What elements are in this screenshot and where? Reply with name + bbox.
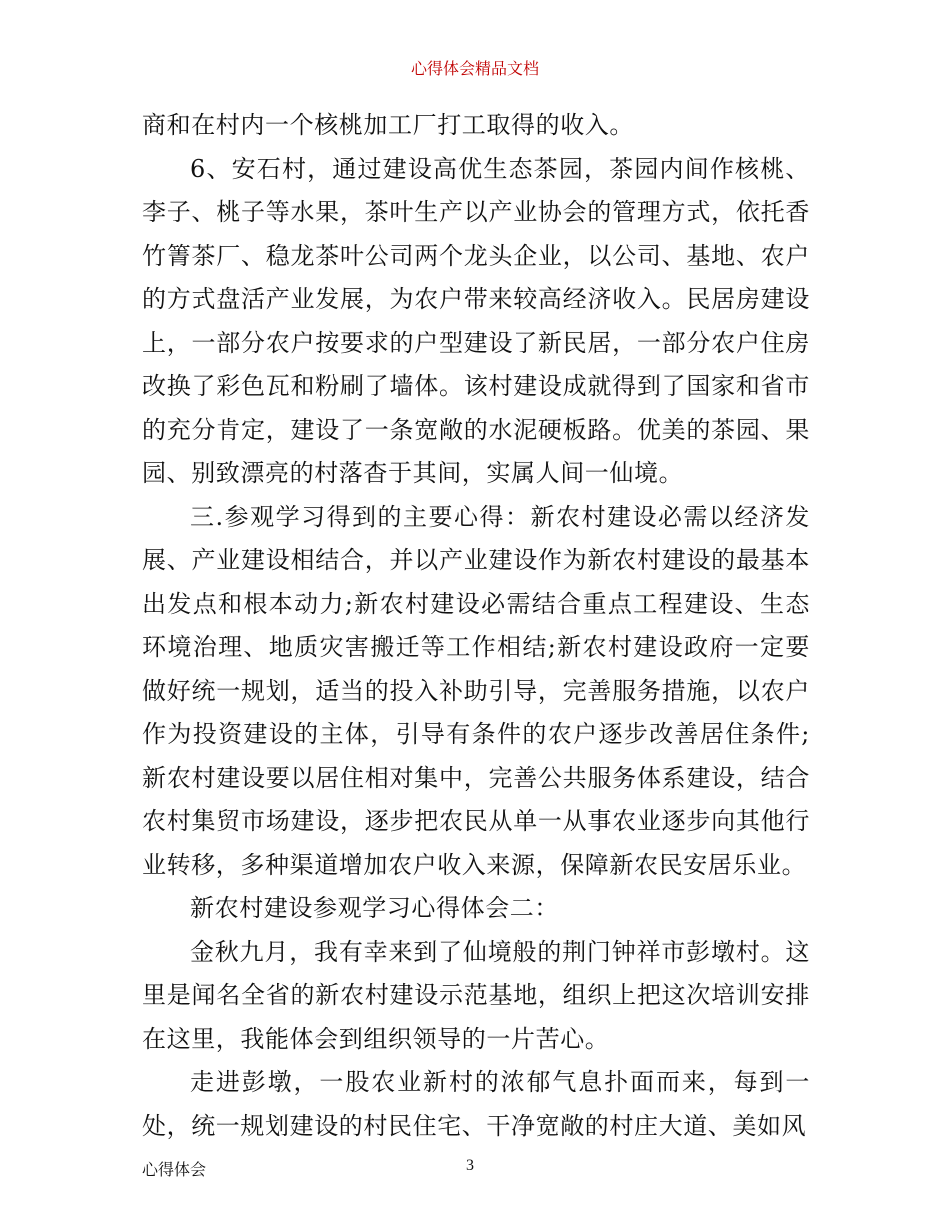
section-heading-part-two: 新农村建设参观学习心得体会二： xyxy=(190,894,559,922)
paragraph-anshi-village: 6、安石村，通过建设高优生态茶园，茶园内间作核桃、李子、桃子等水果，茶叶生产以产业协会的管理方式，依托香竹箐茶厂、稳龙茶叶公司两个龙头企业，以公司、基地、农户的方式盘活产业发展，为农户带来较高经济收入。民居房建设上，一部分农户按要求的户型建设了新民居，一部分农户住房改换了彩色瓦和粉刷了墙体。该村建设成就得到了国家和省市的充分肯定，建设了一条宽敞的水泥硬板路。优美的茶园、果园、别致漂亮的村落杳于其间，实属人间一仙境。 xyxy=(142,154,810,487)
paragraph-pengdun-walk: 走进彭墩，一股农业新村的浓郁气息扑面而来，每到一处，统一规划建设的村民住宅、干净宽敞的村庄大道、美如风 xyxy=(142,1068,810,1140)
document-body xyxy=(142,104,810,1148)
paragraph-main-insights: 三.参观学习得到的主要心得：新农村建设必需以经济发展、产业建设相结合，并以产业建设作为新农村建设的最基本出发点和根本动力;新农村建设必需结合重点工程建设、生态环境治理、地质灾害搬迁等工作相结;新农村建设政府一定要做好统一规划，适当的投入补助引导，完善服务措施，以农户作为投资建设的主体，引导有条件的农户逐步改善居住条件;新农村建设要以居住相对集中，完善公共服务体系建设，结合农村集贸市场建设，逐步把农民从单一从事农业逐步向其他行业转移，多种渠道增加农户收入来源，保障新农民安居乐业。 xyxy=(142,502,810,879)
document-header-title: 心得体会精品文档 xyxy=(410,59,539,78)
footer-label: 心得体会 xyxy=(142,1160,207,1179)
paragraph-continuation: 商和在村内一个核桃加工厂打工取得的收入。 xyxy=(142,111,634,139)
paragraph-pengdun-intro: 金秋九月，我有幸来到了仙境般的荆门钟祥市彭墩村。这里是闻名全省的新农村建设示范基地，组织上把这次培训安排在这里，我能体会到组织领导的一片苦心。 xyxy=(142,937,810,1053)
page-number: 3 xyxy=(466,1157,474,1174)
